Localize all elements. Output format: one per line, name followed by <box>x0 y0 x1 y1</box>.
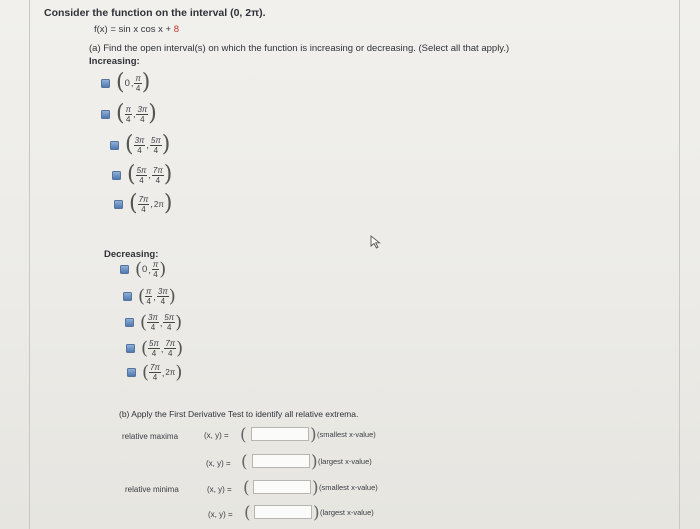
decreasing-heading: Decreasing: <box>104 249 159 260</box>
question-title: Consider the function on the interval (0, 2π). <box>44 7 266 19</box>
interval: ( $\frac{\pi}{4}$ , $\frac{3\pi}{4}$ ) <box>138 285 176 307</box>
checkbox[interactable] <box>127 368 136 377</box>
interval-end: $\frac{\pi}{4}$ <box>152 260 159 279</box>
largest-x-note: (largest x-value) <box>320 508 374 517</box>
page-border-left <box>29 0 30 529</box>
increasing-option[interactable] <box>114 193 172 215</box>
interval: ( $\frac{3\pi}{4}$ , $\frac{5\pi}{4}$ ) <box>140 311 183 333</box>
interval-start: $\frac{\pi}{4}$ <box>146 287 152 306</box>
answer-open-paren: ( <box>240 425 247 445</box>
checkbox[interactable] <box>114 200 123 209</box>
interval-end: $\frac{5\pi}{4}$ <box>150 135 161 155</box>
interval-end: $\frac{7\pi}{4}$ <box>152 165 163 185</box>
interval-end: $\frac{5\pi}{4}$ <box>164 313 175 332</box>
interval: ( $\frac{7\pi}{4}$ , 2π ) <box>129 191 173 216</box>
increasing-option[interactable] <box>110 134 170 156</box>
decreasing-option[interactable] <box>125 313 182 332</box>
interval: ( $\frac{\pi}{4}$ , $\frac{3\pi}{4}$ ) <box>116 101 157 126</box>
interval-start: $\frac{7\pi}{4}$ <box>150 363 160 382</box>
checkbox[interactable] <box>110 141 119 150</box>
answer-close-paren: ) <box>313 503 320 523</box>
mouse-pointer-icon <box>370 235 382 249</box>
xy-label: (x, y) = <box>204 431 229 440</box>
xy-label: (x, y) = <box>206 459 231 468</box>
checkbox[interactable] <box>123 292 132 301</box>
increasing-option[interactable] <box>101 72 150 94</box>
relative-minima-label: relative minima <box>125 485 179 494</box>
relative-maxima-label: relative maxima <box>122 432 179 441</box>
interval-start: $\frac{3\pi}{4}$ <box>148 313 158 332</box>
interval-end: $\frac{7\pi}{4}$ <box>165 339 176 358</box>
checkbox[interactable] <box>101 79 110 88</box>
checkbox[interactable] <box>126 344 135 353</box>
function-expression: f(x) = sin x cos x + <box>94 24 172 35</box>
answer-open-paren: ( <box>243 478 250 498</box>
interval: ( $\frac{5\pi}{4}$ , $\frac{7\pi}{4}$ ) <box>127 162 173 187</box>
decreasing-option[interactable] <box>123 287 176 306</box>
interval-start: 0 <box>142 264 148 275</box>
close-paren: ) <box>141 70 151 95</box>
xy-label: (x, y) = <box>208 510 233 519</box>
interval: ( 0 , $\frac{\pi}{4}$ ) <box>135 258 167 280</box>
interval-end: $\frac{3\pi}{4}$ <box>157 287 168 306</box>
answer-open-paren: ( <box>241 452 248 472</box>
decreasing-option[interactable] <box>120 260 166 279</box>
comma: , <box>130 78 134 88</box>
xy-label: (x, y) = <box>207 485 232 494</box>
interval-end: 2π <box>153 199 164 209</box>
largest-x-note: (largest x-value) <box>318 457 372 466</box>
decreasing-option[interactable] <box>126 339 183 358</box>
answer-close-paren: ) <box>310 425 317 445</box>
part-b-prompt: (b) Apply the First Derivative Test to identify all relative extrema. <box>119 409 359 419</box>
relative-maximum-2-input[interactable] <box>252 454 310 468</box>
answer-open-paren: ( <box>244 503 251 523</box>
interval-end: 2π <box>165 368 176 377</box>
increasing-heading: Increasing: <box>89 56 140 67</box>
page-border-right <box>679 0 680 529</box>
function-definition <box>94 24 179 35</box>
interval <box>116 72 150 94</box>
relative-maximum-1-input[interactable] <box>251 427 309 441</box>
interval-start: $\frac{7\pi}{4}$ <box>138 194 149 214</box>
answer-close-paren: ) <box>312 478 319 498</box>
answer-close-paren: ) <box>311 452 318 472</box>
smallest-x-note: (smallest x-value) <box>317 430 376 439</box>
interval-start: 0 <box>124 77 130 89</box>
checkbox[interactable] <box>125 318 134 327</box>
open-paren: ( <box>116 70 125 95</box>
function-constant: 8 <box>173 24 180 35</box>
increasing-option[interactable] <box>112 164 172 186</box>
part-a-prompt: (a) Find the open interval(s) on which the function is increasing or decreasing. (Select all that apply.) <box>89 43 510 54</box>
interval-start: $\frac{\pi}{4}$ <box>125 104 131 124</box>
interval-start: $\frac{5\pi}{4}$ <box>136 165 147 185</box>
smallest-x-note: (smallest x-value) <box>319 483 378 492</box>
interval-start: $\frac{5\pi}{4}$ <box>149 339 159 358</box>
decreasing-option[interactable] <box>127 363 182 382</box>
increasing-option[interactable] <box>101 103 157 125</box>
interval: ( $\frac{3\pi}{4}$ , $\frac{5\pi}{4}$ ) <box>125 132 171 157</box>
checkbox[interactable] <box>101 110 110 119</box>
interval: ( $\frac{5\pi}{4}$ , $\frac{7\pi}{4}$ ) <box>141 337 184 359</box>
interval-start: $\frac{3\pi}{4}$ <box>134 135 145 155</box>
relative-minimum-1-input[interactable] <box>253 480 311 494</box>
interval-end: $\frac{3\pi}{4}$ <box>137 104 148 124</box>
checkbox[interactable] <box>120 265 129 274</box>
interval: ( $\frac{7\pi}{4}$ , 2π ) <box>142 361 183 383</box>
relative-minimum-2-input[interactable] <box>254 505 312 519</box>
interval-end: $\frac{\pi}{4}$ <box>135 73 141 93</box>
checkbox[interactable] <box>112 171 121 180</box>
